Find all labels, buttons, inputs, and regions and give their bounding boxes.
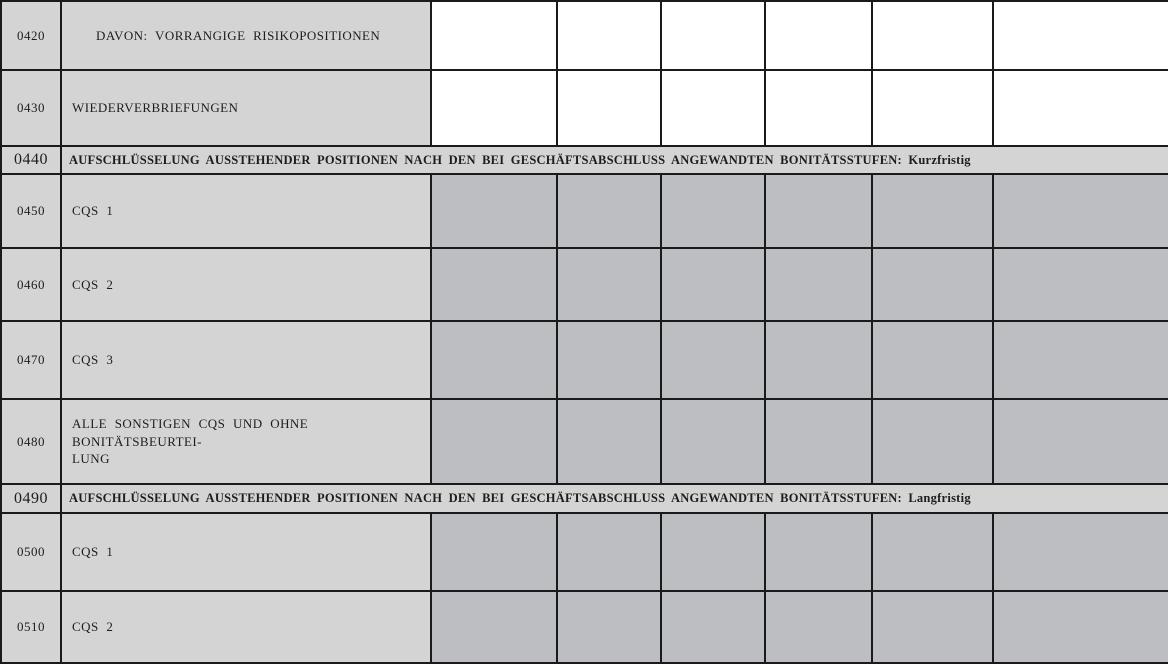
row-code: 0470	[2, 322, 60, 398]
data-cell-blocked	[766, 592, 871, 662]
data-cell-blocked	[432, 175, 556, 247]
data-cell-blocked	[558, 322, 660, 398]
data-cell-empty	[662, 2, 764, 69]
data-cell-blocked	[766, 400, 871, 483]
row-code: 0430	[2, 71, 60, 145]
data-cell-blocked	[558, 592, 660, 662]
row-label	[62, 514, 430, 590]
row-label	[62, 175, 430, 247]
data-cell-empty	[873, 71, 992, 145]
data-cell-blocked	[662, 514, 764, 590]
row-code: 0420	[2, 2, 60, 69]
row-code: 0460	[2, 249, 60, 320]
data-cell-blocked	[994, 514, 1168, 590]
row-code: 0480	[2, 400, 60, 483]
data-cell-empty	[558, 2, 660, 69]
data-cell-blocked	[432, 249, 556, 320]
data-cell-blocked	[766, 322, 871, 398]
row-label	[62, 322, 430, 398]
row-label	[62, 249, 430, 320]
data-cell-blocked	[662, 592, 764, 662]
row-label-text-line2: LUNG	[72, 451, 110, 467]
data-cell-blocked	[994, 322, 1168, 398]
section-header: AUFSCHLÜSSELUNG AUSSTEHENDER POSITIONEN NACH DEN BEI GESCHÄFTSABSCHLUSS ANGEWANDTEN BONITÄTSSTUFEN: Kurzfristig	[62, 147, 1168, 173]
data-cell-blocked	[766, 514, 871, 590]
row-label-text: CQS 1	[72, 203, 114, 219]
data-cell-blocked	[432, 514, 556, 590]
data-cell-empty	[766, 71, 871, 145]
row-label	[62, 400, 430, 483]
row-code: 0500	[2, 514, 60, 590]
data-cell-empty	[432, 71, 556, 145]
data-cell-blocked	[766, 175, 871, 247]
data-cell-blocked	[994, 400, 1168, 483]
row-label-text: ALLE SONSTIGEN CQS UND OHNE BONITÄTSBEURTEI-	[72, 416, 309, 449]
row-label	[62, 2, 430, 69]
data-cell-blocked	[558, 175, 660, 247]
data-cell-empty	[766, 2, 871, 69]
row-label-text: CQS 2	[72, 276, 114, 292]
data-cell-blocked	[662, 322, 764, 398]
data-cell-empty	[994, 2, 1168, 69]
row-label-text: WIEDERVERBRIEFUNGEN	[72, 100, 239, 116]
row-label	[62, 592, 430, 662]
data-cell-blocked	[662, 249, 764, 320]
section-header: AUFSCHLÜSSELUNG AUSSTEHENDER POSITIONEN NACH DEN BEI GESCHÄFTSABSCHLUSS ANGEWANDTEN BONITÄTSSTUFEN: Langfristig	[62, 485, 1168, 512]
row-code: 0450	[2, 175, 60, 247]
section-row-code: 0490	[2, 485, 60, 512]
data-cell-empty	[662, 71, 764, 145]
data-cell-blocked	[662, 175, 764, 247]
data-cell-blocked	[432, 400, 556, 483]
data-cell-blocked	[873, 400, 992, 483]
data-cell-blocked	[766, 249, 871, 320]
row-label-text: CQS 2	[72, 619, 114, 635]
data-cell-blocked	[873, 249, 992, 320]
data-cell-empty	[873, 2, 992, 69]
data-cell-blocked	[873, 322, 992, 398]
data-cell-blocked	[558, 400, 660, 483]
row-label-text: CQS 1	[72, 544, 114, 560]
row-code: 0510	[2, 592, 60, 662]
data-cell-blocked	[432, 592, 556, 662]
row-label-text: DAVON: VORRANGIGE RISIKOPOSITIONEN	[96, 27, 381, 43]
data-cell-blocked	[873, 592, 992, 662]
row-label	[62, 71, 430, 145]
data-cell-empty	[558, 71, 660, 145]
row-label-text: CQS 3	[72, 352, 114, 368]
data-cell-blocked	[994, 249, 1168, 320]
data-cell-blocked	[432, 322, 556, 398]
data-cell-empty	[432, 2, 556, 69]
data-cell-blocked	[873, 514, 992, 590]
section-row-code: 0440	[2, 147, 60, 173]
data-cell-blocked	[662, 400, 764, 483]
data-cell-empty	[994, 71, 1168, 145]
data-cell-blocked	[558, 514, 660, 590]
data-cell-blocked	[558, 249, 660, 320]
data-cell-blocked	[873, 175, 992, 247]
data-cell-blocked	[994, 592, 1168, 662]
data-cell-blocked	[994, 175, 1168, 247]
